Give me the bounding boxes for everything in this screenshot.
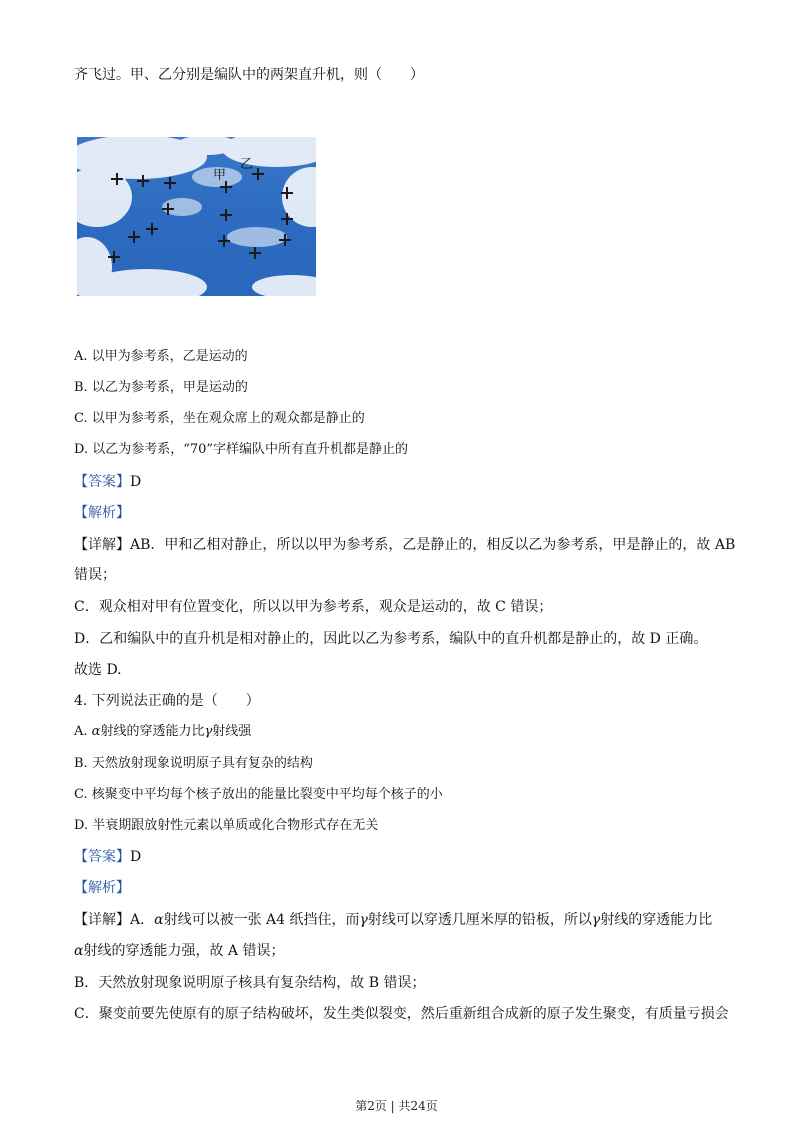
q4-stem: 4. 下列说法正确的是（ ） bbox=[74, 693, 260, 709]
alpha-symbol: α bbox=[91, 724, 101, 739]
page-footer: 第2页 | 共24页 bbox=[355, 1099, 438, 1113]
q4-answer bbox=[74, 848, 141, 866]
q3-detail-line-1 bbox=[74, 536, 735, 554]
alpha-symbol: α bbox=[154, 912, 164, 928]
gamma-symbol: γ bbox=[204, 724, 213, 739]
q3-stem-tail: 齐飞过。甲、乙分别是编队中的两架直升机，则（ ） bbox=[74, 67, 424, 83]
answer-value: D bbox=[130, 474, 142, 490]
q4-detail-line-3: B．天然放射现象说明原子核具有复杂结构，故 B 错误； bbox=[74, 975, 426, 991]
detail-text: 射线的穿透能力比 bbox=[600, 912, 713, 928]
detail-tag: 【详解】 bbox=[74, 537, 130, 553]
detail-text: 射线可以穿透几厘米厚的铅板，所以 bbox=[367, 912, 592, 928]
q3-detail-line-3: C．观众相对甲有位置变化，所以以甲为参考系，观众是运动的，故 C 错误； bbox=[74, 599, 553, 615]
option-text: 射线的穿透能力比 bbox=[100, 724, 205, 739]
label-yi: 乙 bbox=[240, 157, 254, 172]
q3-option-c: C. 以甲为参考系，坐在观众席上的观众都是静止的 bbox=[74, 411, 365, 426]
q3-detail-line-5: 故选 D. bbox=[74, 662, 122, 678]
gamma-symbol: γ bbox=[591, 912, 601, 928]
q4-option-d: D. 半衰期跟放射性元素以单质或化合物形式存在无关 bbox=[74, 818, 379, 833]
detail-text: 射线可以被一张 A4 纸挡住，而 bbox=[163, 912, 360, 928]
option-prefix: A. bbox=[74, 724, 92, 739]
q3-option-a: A. 以甲为参考系，乙是运动的 bbox=[74, 349, 248, 364]
q3-answer bbox=[74, 473, 141, 491]
answer-tag: 【答案】 bbox=[74, 849, 130, 865]
q3-detail-line-2: 错误； bbox=[74, 567, 116, 583]
helicopter-formation-photo bbox=[77, 137, 316, 296]
q4-analysis-tag: 【解析】 bbox=[74, 880, 130, 896]
detail-text: 射线的穿透能力强，故 A 错误； bbox=[83, 943, 285, 959]
sky-with-clouds bbox=[77, 137, 316, 296]
label-jia: 甲 bbox=[213, 168, 227, 183]
detail-tag: 【详解】 bbox=[74, 912, 130, 928]
option-text-end: 射线强 bbox=[212, 724, 252, 739]
q3-analysis-tag: 【解析】 bbox=[74, 505, 130, 521]
q4-option-b: B. 天然放射现象说明原子具有复杂的结构 bbox=[74, 756, 313, 771]
alpha-symbol: α bbox=[74, 943, 84, 959]
q4-detail-line-1 bbox=[74, 911, 712, 929]
q4-option-c: C. 核聚变中平均每个核子放出的能量比裂变中平均每个核子的小 bbox=[74, 787, 443, 802]
q4-option-a bbox=[74, 723, 251, 741]
gamma-symbol: γ bbox=[359, 912, 368, 928]
q4-detail-line-4: C．聚变前要先使原有的原子结构破坏，发生类似裂变，然后重新组合成新的原子发生聚变，有质量亏损会 bbox=[74, 1006, 729, 1022]
detail-text: AB．甲和乙相对静止，所以以甲为参考系，乙是静止的，相反以乙为参考系，甲是静止的，故 AB bbox=[130, 537, 736, 553]
answer-tag: 【答案】 bbox=[74, 474, 130, 490]
q3-option-d: D. 以乙为参考系，“70”字样编队中所有直升机都是静止的 bbox=[74, 442, 409, 457]
answer-value: D bbox=[130, 849, 142, 865]
q4-detail-line-2 bbox=[74, 942, 284, 960]
q3-option-b: B. 以乙为参考系，甲是运动的 bbox=[74, 380, 248, 395]
detail-text: A． bbox=[130, 912, 155, 928]
q3-detail-line-4: D．乙和编队中的直升机是相对静止的，因此以乙为参考系，编队中的直升机都是静止的，故 D 正确。 bbox=[74, 631, 708, 647]
